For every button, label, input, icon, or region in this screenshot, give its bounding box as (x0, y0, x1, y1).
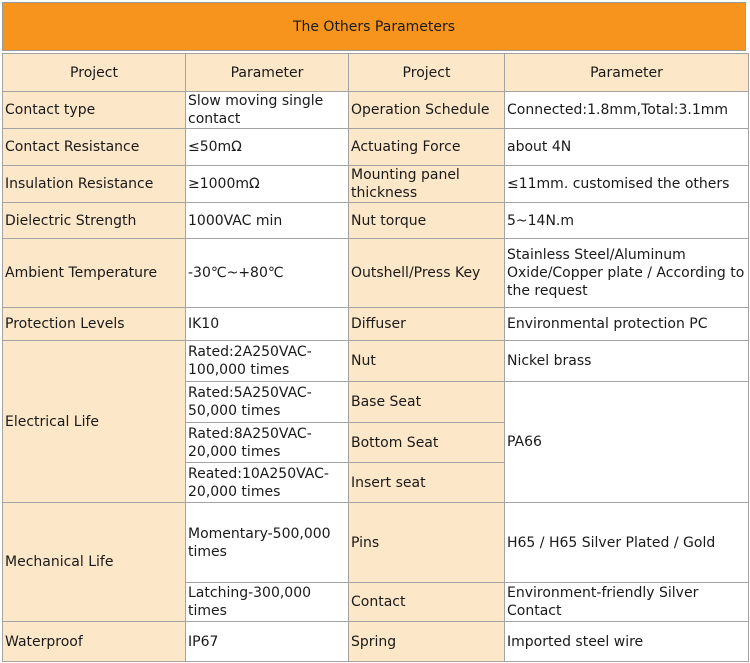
parameter-cell: Stainless Steel/Aluminum Oxide/Copper plate / According to the request (505, 239, 749, 308)
project-cell: Pins (349, 503, 505, 583)
project-cell: Bottom Seat (349, 423, 505, 463)
project-cell: Contact Resistance (3, 129, 186, 166)
header-parameter-1: Parameter (186, 54, 349, 92)
parameter-cell: about 4N (505, 129, 749, 166)
parameter-cell: H65 / H65 Silver Plated / Gold (505, 503, 749, 583)
project-cell: Nut (349, 341, 505, 382)
project-cell: Base Seat (349, 382, 505, 423)
project-cell: Protection Levels (3, 308, 186, 341)
header-parameter-2: Parameter (505, 54, 749, 92)
table-row (3, 622, 749, 662)
parameter-cell: Connected:1.8mm,Total:3.1mm (505, 92, 749, 129)
table-header-row (3, 54, 749, 92)
project-cell: Insulation Resistance (3, 166, 186, 203)
project-cell: Spring (349, 622, 505, 662)
parameter-cell: Imported steel wire (505, 622, 749, 662)
table-row (3, 166, 749, 203)
project-cell: Diffuser (349, 308, 505, 341)
header-project-1: Project (3, 54, 186, 92)
project-cell: Mechanical Life (3, 503, 186, 622)
header-project-2: Project (349, 54, 505, 92)
parameter-cell: -30℃~+80℃ (186, 239, 349, 308)
project-cell: Contact (349, 583, 505, 622)
project-cell: Insert seat (349, 463, 505, 503)
parameters-table (2, 53, 749, 662)
parameter-cell: 1000VAC min (186, 203, 349, 239)
parameter-cell: Latching-300,000 times (186, 583, 349, 622)
table-row (3, 129, 749, 166)
table-row (3, 239, 749, 308)
parameter-cell: Slow moving single contact (186, 92, 349, 129)
parameter-cell: Environment-friendly Silver Contact (505, 583, 749, 622)
parameter-cell: Rated:5A250VAC-50,000 times (186, 382, 349, 423)
project-cell: Dielectric Strength (3, 203, 186, 239)
parameter-cell: Nickel brass (505, 341, 749, 382)
parameter-cell: Reated:10A250VAC-20,000 times (186, 463, 349, 503)
project-cell: Waterproof (3, 622, 186, 662)
parameter-cell: 5~14N.m (505, 203, 749, 239)
project-cell: Electrical Life (3, 341, 186, 503)
table-title: The Others Parameters (2, 2, 746, 51)
parameter-cell: Momentary-500,000 times (186, 503, 349, 583)
project-cell: Outshell/Press Key (349, 239, 505, 308)
project-cell: Nut torque (349, 203, 505, 239)
parameter-cell: IP67 (186, 622, 349, 662)
table-row (3, 203, 749, 239)
parameter-cell: ≤50mΩ (186, 129, 349, 166)
table-row (3, 503, 749, 583)
table-row (3, 92, 749, 129)
table-row (3, 341, 749, 382)
project-cell: Ambient Temperature (3, 239, 186, 308)
parameter-cell: IK10 (186, 308, 349, 341)
project-cell: Mounting panel thickness (349, 166, 505, 203)
parameter-cell: PA66 (505, 382, 749, 503)
parameter-cell: Rated:8A250VAC-20,000 times (186, 423, 349, 463)
table-row (3, 308, 749, 341)
project-cell: Contact type (3, 92, 186, 129)
project-cell: Operation Schedule (349, 92, 505, 129)
parameter-cell: ≤11mm. customised the others (505, 166, 749, 203)
parameter-cell: ≥1000mΩ (186, 166, 349, 203)
project-cell: Actuating Force (349, 129, 505, 166)
parameter-cell: Rated:2A250VAC-100,000 times (186, 341, 349, 382)
parameter-cell: Environmental protection PC (505, 308, 749, 341)
